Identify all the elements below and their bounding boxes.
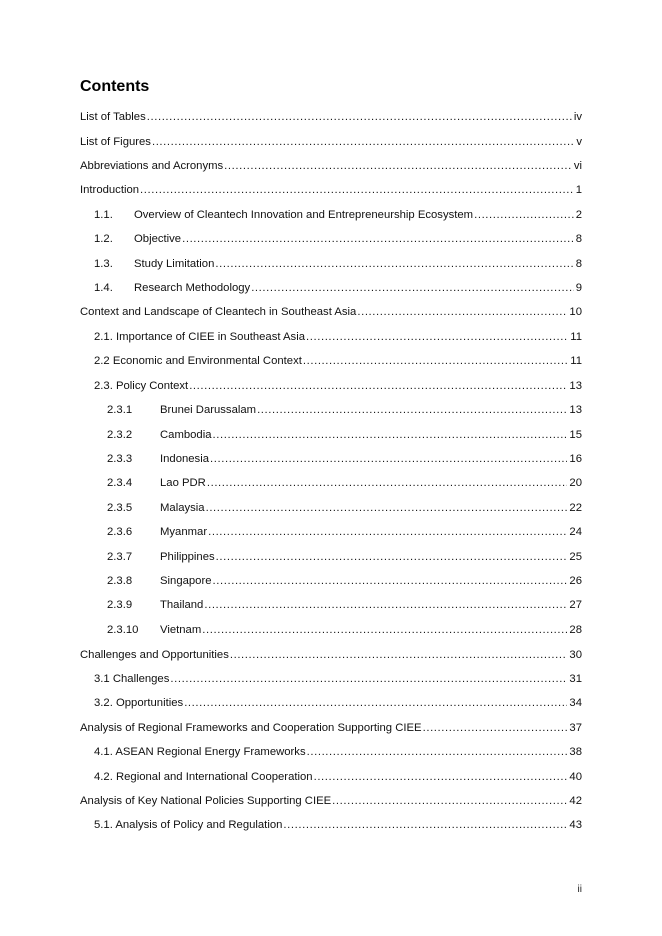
toc-entry-label: Indonesia bbox=[160, 453, 209, 465]
toc-entry[interactable] bbox=[107, 474, 582, 490]
toc-entry[interactable] bbox=[94, 255, 582, 271]
toc-dot-leader bbox=[215, 257, 573, 271]
toc-dot-leader bbox=[140, 183, 574, 197]
toc-entry[interactable] bbox=[107, 401, 582, 417]
toc-entry-page: vi bbox=[573, 160, 582, 172]
toc-dot-leader bbox=[332, 794, 567, 808]
toc-dot-leader bbox=[202, 623, 567, 637]
toc-entry-label: List of Figures bbox=[80, 136, 151, 148]
toc-entry[interactable] bbox=[94, 328, 582, 344]
toc-entry-label: 2.3. Policy Context bbox=[94, 380, 189, 392]
toc-entry-label: 5.1. Analysis of Policy and Regulation bbox=[94, 819, 283, 831]
toc-entry[interactable] bbox=[94, 279, 582, 295]
toc-entry-number: 1.2. bbox=[94, 233, 113, 245]
toc-entry-page: 38 bbox=[569, 746, 582, 758]
toc-entry-label: Analysis of Key National Policies Supporting CIEE bbox=[80, 795, 332, 807]
toc-entry[interactable] bbox=[107, 450, 582, 466]
toc-dot-leader bbox=[213, 428, 568, 442]
toc-entry-number: 2.3.1 bbox=[107, 404, 133, 416]
toc-entry-label: Philippines bbox=[160, 551, 215, 563]
toc-dot-leader bbox=[303, 354, 568, 368]
toc-entry-label: Context and Landscape of Cleantech in Southeast Asia bbox=[80, 306, 357, 318]
toc-entry-number: 2.3.7 bbox=[107, 551, 133, 563]
toc-entry[interactable] bbox=[107, 426, 582, 442]
toc-dot-leader bbox=[147, 110, 572, 124]
page-number: ii bbox=[577, 884, 582, 895]
toc-entry-page: 13 bbox=[569, 380, 582, 392]
toc-entry-page: 37 bbox=[569, 722, 582, 734]
toc-entry-label: Research Methodology bbox=[134, 282, 251, 294]
toc-entry-page: 20 bbox=[569, 477, 582, 489]
toc-dot-leader bbox=[152, 135, 574, 149]
toc-entry-label: Challenges and Opportunities bbox=[80, 649, 229, 661]
toc-dot-leader bbox=[307, 745, 568, 759]
toc-entry-label: Vietnam bbox=[160, 624, 202, 636]
toc-entry[interactable] bbox=[80, 108, 582, 124]
toc-dot-leader bbox=[474, 208, 574, 222]
toc-entry-number: 1.3. bbox=[94, 258, 113, 270]
toc-entry-number: 2.3.6 bbox=[107, 526, 133, 538]
toc-entry-number: 2.3.3 bbox=[107, 453, 133, 465]
toc-entry-label: Lao PDR bbox=[160, 477, 206, 489]
toc-entry[interactable] bbox=[80, 646, 582, 662]
toc-entry-page: 40 bbox=[569, 771, 582, 783]
toc-entry[interactable] bbox=[80, 303, 582, 319]
toc-entry-label: Overview of Cleantech Innovation and Entrepreneurship Ecosystem bbox=[134, 209, 474, 221]
toc-entry-page: 10 bbox=[569, 306, 582, 318]
toc-entry[interactable] bbox=[80, 133, 582, 149]
toc-entry-label: 4.1. ASEAN Regional Energy Frameworks bbox=[94, 746, 306, 758]
toc-entry-label: 2.1. Importance of CIEE in Southeast Asia bbox=[94, 331, 305, 343]
toc-entry-number: 1.1. bbox=[94, 209, 113, 221]
toc-dot-leader bbox=[216, 550, 568, 564]
toc-entry-page: 15 bbox=[569, 429, 582, 441]
toc-entry[interactable] bbox=[94, 352, 582, 368]
toc-entry[interactable] bbox=[107, 548, 582, 564]
toc-dot-leader bbox=[423, 721, 568, 735]
toc-dot-leader bbox=[208, 525, 567, 539]
toc-entry-label: Cambodia bbox=[160, 429, 212, 441]
toc-entry[interactable] bbox=[94, 377, 582, 393]
toc-entry[interactable] bbox=[80, 181, 582, 197]
toc-entry-label: 3.2. Opportunities bbox=[94, 697, 184, 709]
toc-entry[interactable] bbox=[107, 499, 582, 515]
toc-entry-page: 16 bbox=[569, 453, 582, 465]
toc-entry-number: 2.3.5 bbox=[107, 502, 133, 514]
toc-entry[interactable] bbox=[107, 621, 582, 637]
toc-dot-leader bbox=[283, 818, 567, 832]
toc-entry[interactable] bbox=[107, 572, 582, 588]
toc-entry-page: 28 bbox=[569, 624, 582, 636]
toc-entry[interactable] bbox=[107, 596, 582, 612]
toc-dot-leader bbox=[206, 501, 568, 515]
toc-entry[interactable] bbox=[94, 743, 582, 759]
toc-entry-page: 22 bbox=[569, 502, 582, 514]
toc-dot-leader bbox=[213, 574, 568, 588]
toc-dot-leader bbox=[357, 305, 567, 319]
toc-entry-label: Abbreviations and Acronyms bbox=[80, 160, 224, 172]
toc-dot-leader bbox=[204, 598, 567, 612]
toc-entry-page: 2 bbox=[575, 209, 582, 221]
toc-entry-page: 8 bbox=[575, 233, 582, 245]
toc-entry-label: 4.2. Regional and International Cooperation bbox=[94, 771, 313, 783]
toc-entry[interactable] bbox=[94, 670, 582, 686]
toc-entry[interactable] bbox=[94, 768, 582, 784]
toc-entry-page: 13 bbox=[569, 404, 582, 416]
toc-entry-number: 2.3.8 bbox=[107, 575, 133, 587]
toc-entry-number: 2.3.2 bbox=[107, 429, 133, 441]
toc-entry-label: Objective bbox=[134, 233, 182, 245]
toc-entry-label: Thailand bbox=[160, 599, 204, 611]
toc-entry-label: 2.2 Economic and Environmental Context bbox=[94, 355, 302, 367]
toc-entry-page: 11 bbox=[570, 331, 582, 343]
toc-entry-page: 8 bbox=[575, 258, 582, 270]
toc-entry-page: 42 bbox=[569, 795, 582, 807]
toc-entry-page: 9 bbox=[575, 282, 582, 294]
toc-entry-label: Analysis of Regional Frameworks and Cooperation Supporting CIEE bbox=[80, 722, 422, 734]
toc-entry-label: Study Limitation bbox=[134, 258, 215, 270]
toc-entry-page: 1 bbox=[575, 184, 582, 196]
toc-dot-leader bbox=[182, 232, 574, 246]
toc-dot-leader bbox=[207, 476, 568, 490]
toc-entry-page: 25 bbox=[569, 551, 582, 563]
toc-dot-leader bbox=[184, 696, 567, 710]
toc-entry-page: 26 bbox=[569, 575, 582, 587]
toc-entry[interactable] bbox=[80, 792, 582, 808]
toc-entry-label: Myanmar bbox=[160, 526, 208, 538]
toc-dot-leader bbox=[257, 403, 567, 417]
toc-entry[interactable] bbox=[94, 816, 582, 832]
toc-entry-number: 2.3.9 bbox=[107, 599, 133, 611]
toc-dot-leader bbox=[189, 379, 567, 393]
toc-entry-page: 27 bbox=[569, 599, 582, 611]
toc-dot-leader bbox=[314, 770, 568, 784]
toc-entry-label: Malaysia bbox=[160, 502, 205, 514]
toc-entry-label: List of Tables bbox=[80, 111, 146, 123]
toc-entry-page: 30 bbox=[569, 649, 582, 661]
toc-entry[interactable] bbox=[94, 230, 582, 246]
toc-entry-page: 31 bbox=[569, 673, 582, 685]
page-title: Contents bbox=[80, 78, 150, 95]
toc-entry-label: Brunei Darussalam bbox=[160, 404, 257, 416]
toc-entry-number: 1.4. bbox=[94, 282, 113, 294]
toc-dot-leader bbox=[230, 648, 568, 662]
toc-dot-leader bbox=[306, 330, 568, 344]
toc-dot-leader bbox=[251, 281, 574, 295]
toc-entry[interactable] bbox=[94, 206, 582, 222]
toc-entry-page: 11 bbox=[570, 355, 582, 367]
toc-entry[interactable] bbox=[107, 523, 582, 539]
toc-entry-number: 2.3.4 bbox=[107, 477, 133, 489]
toc-entry[interactable] bbox=[80, 157, 582, 173]
toc-entry-page: 43 bbox=[569, 819, 582, 831]
toc-entry-label: Singapore bbox=[160, 575, 212, 587]
toc-entry-number: 2.3.10 bbox=[107, 624, 139, 636]
toc-entry-label: 3.1 Challenges bbox=[94, 673, 170, 685]
toc-dot-leader bbox=[170, 672, 567, 686]
toc-entry-page: 34 bbox=[569, 697, 582, 709]
toc-entry[interactable] bbox=[80, 719, 582, 735]
toc-entry-page: v bbox=[576, 136, 582, 148]
toc-dot-leader bbox=[210, 452, 567, 466]
toc-entry-page: 24 bbox=[569, 526, 582, 538]
toc-entry[interactable] bbox=[94, 694, 582, 710]
toc-entry-label: Introduction bbox=[80, 184, 140, 196]
toc-entry-page: iv bbox=[573, 111, 582, 123]
toc-dot-leader bbox=[224, 159, 572, 173]
